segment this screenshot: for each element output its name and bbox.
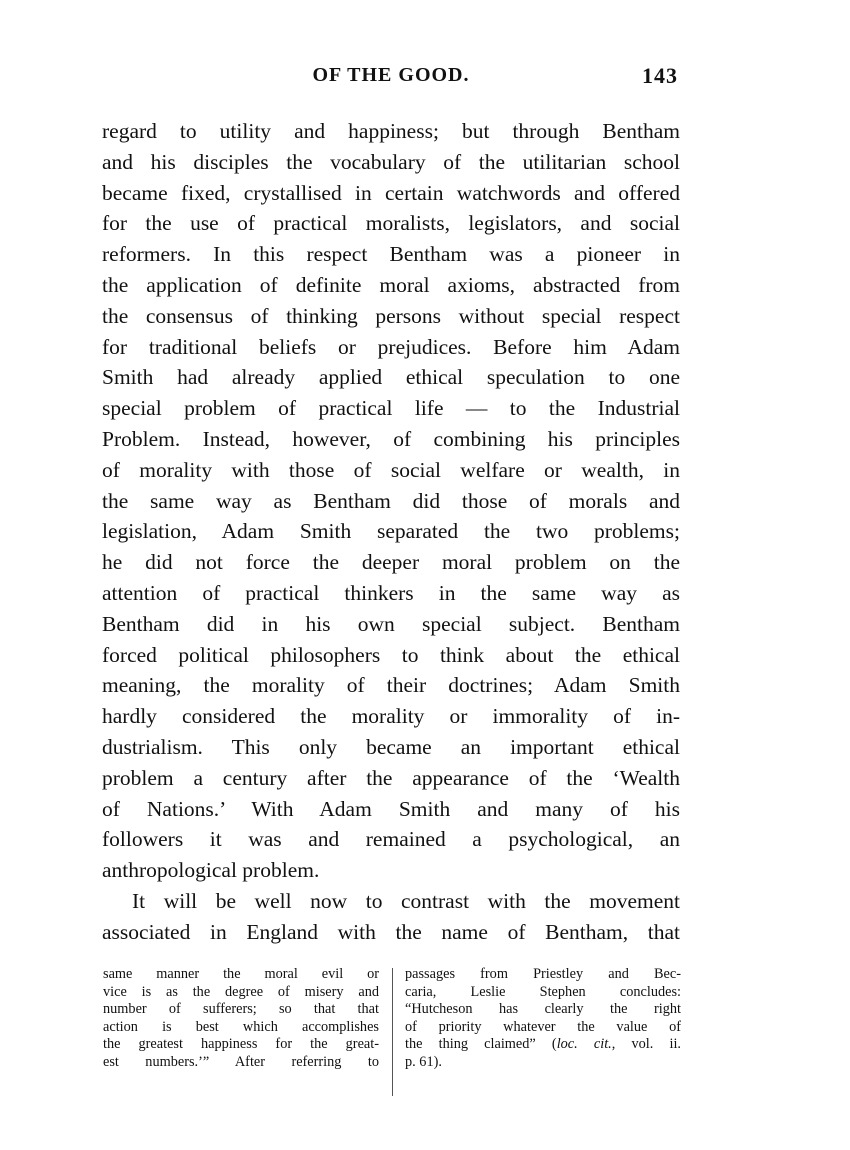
text-line: for traditional beliefs or prejudices. Before him Adam <box>102 334 680 359</box>
text-line: problem a century after the appearance of the ‘Wealth <box>102 765 680 790</box>
text-line: special problem of practical life — to the Industrial <box>102 396 680 421</box>
footnote-line: caria, Leslie Stephen concludes: <box>405 983 681 1000</box>
running-head <box>102 64 680 90</box>
text-line: reformers. In this respect Bentham was a pioneer in <box>102 242 680 267</box>
footnote-line: of priority whatever the value of <box>405 1018 681 1035</box>
footnote-line: same manner the moral evil or <box>103 966 379 982</box>
text-line: the same way as Bentham did those of morals and <box>102 488 680 513</box>
text-line: anthropological problem. <box>102 858 320 883</box>
page-number: 143 <box>642 63 678 88</box>
footnote-left-column <box>103 966 379 1072</box>
footnote-line: p. 61). <box>405 1053 442 1070</box>
text-line: he did not force the deeper moral problem on the <box>102 550 680 575</box>
text-line: the consensus of thinking persons without special respect <box>102 303 680 328</box>
text-line: hardly considered the morality or immorality of in- <box>102 704 680 729</box>
text-line: legislation, Adam Smith separated the two problems; <box>102 519 680 544</box>
text-line: Problem. Instead, however, of combining his principles <box>102 426 680 451</box>
text-line: Smith had already applied ethical speculation to one <box>102 365 680 390</box>
footnote-line: the thing claimed” (loc. cit., vol. ii. <box>405 1036 681 1053</box>
footnote-line: vice is as the degree of misery and <box>103 983 379 1000</box>
text-line: dustrialism. This only became an important ethical <box>102 734 680 759</box>
text-line: meaning, the morality of their doctrines; Adam Smith <box>102 673 680 698</box>
text-line: of morality with those of social welfare or wealth, in <box>102 457 680 482</box>
footnote-line: passages from Priestley and Bec- <box>405 966 681 982</box>
footnote-line: “Hutcheson has clearly the right <box>405 1001 681 1018</box>
text-line: associated in England with the name of Bentham, that <box>102 919 680 944</box>
paragraph-first-line: It will be well now to contrast with the movement <box>132 888 680 913</box>
running-title: OF THE GOOD. <box>312 64 470 86</box>
text-line: for the use of practical moralists, legislators, and social <box>102 211 680 236</box>
text-line: regard to utility and happiness; but through Bentham <box>102 119 680 143</box>
footnote-line: the greatest happiness for the great- <box>103 1036 379 1053</box>
italic-abbreviation: loc. cit. <box>556 1036 612 1053</box>
text-line: and his disciples the vocabulary of the utilitarian school <box>102 149 680 174</box>
footnote-line: est numbers.’” After referring to <box>103 1053 379 1070</box>
footnote-line: action is best which accomplishes <box>103 1018 379 1035</box>
footnote-line: number of sufferers; so that that <box>103 1001 379 1018</box>
text-line: attention of practical thinkers in the same way as <box>102 580 680 605</box>
text-line: of Nations.’ With Adam Smith and many of his <box>102 796 680 821</box>
body-text <box>102 116 680 948</box>
column-divider <box>392 968 393 1096</box>
text-line: the application of definite moral axioms, abstracted from <box>102 272 680 297</box>
text-line: followers it was and remained a psychological, an <box>102 827 680 852</box>
text-line: became fixed, crystallised in certain watchwords and offered <box>102 180 680 205</box>
text-line: Bentham did in his own special subject. Bentham <box>102 611 680 636</box>
footnote-right-column <box>405 966 681 1072</box>
text-line: forced political philosophers to think about the ethical <box>102 642 680 667</box>
